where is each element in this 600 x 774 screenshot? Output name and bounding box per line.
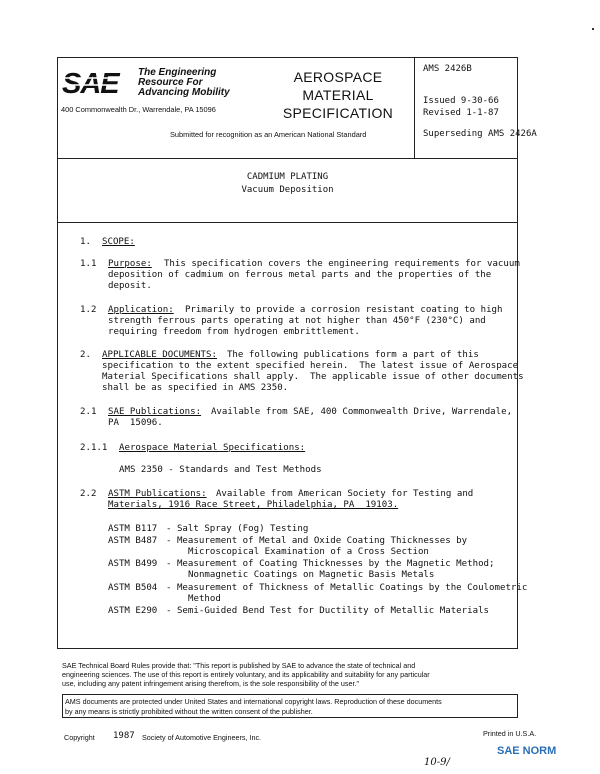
tagline-line-2: Resource For (138, 77, 203, 88)
rules-text: engineering sciences. The use of this report is entirely voluntary, and its applicability and suitability for any particular (62, 670, 430, 679)
copyright-notice-box (62, 694, 518, 718)
astm-desc-cont: Microscopical Examination of a Cross Section (188, 547, 429, 557)
revised-date: Revised 1-1-87 (423, 108, 499, 118)
section-2-1-heading: SAE Publications: (108, 407, 202, 417)
astm-desc: - Measurement of Metal and Oxide Coating Thicknesses by (166, 536, 468, 546)
rules-text: SAE Technical Board Rules provide that: "This report is published by SAE to advance the state of technical and (62, 661, 416, 670)
sae-norm-watermark (497, 745, 556, 757)
sae-tagline (138, 68, 230, 98)
section-1-2-heading: Application: (108, 305, 174, 315)
section-2-2-text: Available from American Society for Testing and (205, 489, 474, 499)
astm-code: ASTM B504 (108, 583, 158, 593)
scan-mark (592, 28, 594, 30)
astm-desc: - Measurement of Coating Thicknesses by the Magnetic Method; (166, 559, 495, 569)
tagline-line-3: Advancing Mobility (138, 87, 230, 98)
section-1-1-text: deposit. (108, 281, 152, 291)
printed-in: Printed in U.S.A. (483, 729, 537, 738)
section-1-2-text: strength ferrous parts operating at not higher than 450°F (230°C) and (108, 316, 486, 326)
title-block (58, 158, 517, 223)
astm-desc: - Measurement of Thickness of Metallic Coatings by the Coulometric (166, 583, 528, 593)
astm-code: ASTM B487 (108, 536, 158, 546)
astm-desc-cont: Method (188, 594, 221, 604)
section-2-number: 2. (80, 350, 91, 360)
section-2-2-number: 2.2 (80, 489, 97, 499)
section-2-text: The following publications form a part of this (216, 350, 479, 360)
superseding: Superseding AMS 2426A (423, 129, 537, 139)
spec-title-line-1: AEROSPACE (293, 69, 383, 85)
doc-subtitle: Vacuum Deposition (241, 185, 334, 195)
section-1-1-number: 1.1 (80, 259, 97, 269)
spec-title-line-2: MATERIAL (302, 87, 374, 103)
section-2-heading: APPLICABLE DOCUMENTS: (102, 350, 217, 360)
submitted-note: Submitted for recognition as an American National Standard (170, 130, 367, 139)
spec-title-line-3: SPECIFICATION (282, 105, 394, 121)
section-1-2-text: requiring freedom from hydrogen embrittlement. (108, 327, 360, 337)
section-2-1-1-heading: Aerospace Material Specifications: (119, 443, 306, 453)
sae-address: 400 Commonwealth Dr., Warrendale, PA 15096 (61, 105, 216, 114)
astm-code: ASTM B499 (108, 559, 158, 569)
section-1-heading: SCOPE: (102, 237, 135, 247)
section-2-2-heading: ASTM Publications: (108, 489, 207, 499)
section-2-text: Material Specifications shall apply. The applicable issue of other documents (102, 372, 524, 382)
rules-text: use, including any patent infringement arising therefrom, is the sole responsibility of the user." (62, 679, 359, 688)
astm-desc: - Semi-Guided Bend Test for Ductility of Metallic Materials (166, 606, 490, 616)
astm-code: ASTM E290 (108, 606, 158, 616)
section-1-1-heading: Purpose: (108, 259, 152, 269)
spec-type-title (268, 68, 408, 122)
copyright-holder: Society of Automotive Engineers, Inc. (142, 733, 262, 742)
doc-number: AMS 2426B (423, 64, 472, 74)
ams-2350-item: AMS 2350 - Standards and Test Methods (119, 465, 322, 475)
section-2-1-1-number: 2.1.1 (80, 443, 108, 453)
doc-info-box (414, 58, 537, 158)
notice-text: AMS documents are protected under United States and international copyright laws. Reproduction of these documents (65, 697, 442, 706)
doc-title: CADMIUM PLATING (246, 172, 329, 182)
copyright-year: 1987 (113, 731, 135, 741)
section-1-1-text: This specification covers the engineering requirements for vacuum (153, 259, 520, 269)
copyright-label: Copyright (64, 733, 95, 742)
astm-code: ASTM B117 (108, 524, 158, 534)
notice-text: by any means is strictly prohibited without the written consent of the publisher. (65, 707, 313, 716)
astm-desc-cont: Nonmagnetic Coatings on Magnetic Basis Metals (188, 570, 435, 580)
section-2-1-text: PA 15096. (108, 418, 163, 428)
astm-desc: - Salt Spray (Fog) Testing (166, 524, 309, 534)
section-1-number: 1. (80, 237, 91, 247)
section-2-2-text: Materials, 1916 Race Street, Philadelphia, PA 19103. (108, 500, 399, 510)
tagline-line-1: The Engineering (138, 67, 217, 78)
issued-date: Issued 9-30-66 (423, 96, 499, 106)
section-2-text: shall be as specified in AMS 2350. (102, 383, 289, 393)
section-1-2-number: 1.2 (80, 305, 97, 315)
sae-logo-icon (62, 68, 130, 98)
section-2-1-text: Available from SAE, 400 Commonwealth Drive, Warrendale, (200, 407, 513, 417)
handwritten-page-number: 10-9/ (424, 757, 450, 768)
section-2-text: specification to the extent specified herein. The latest issue of Aerospace (102, 361, 519, 371)
section-2-1-number: 2.1 (80, 407, 97, 417)
svg-text:SAE: SAE (62, 68, 119, 98)
section-1-2-text: Primarily to provide a corrosion resistant coating to high (174, 305, 503, 315)
sae-norm-text: SAE NORM (497, 745, 557, 757)
spec-header (58, 58, 537, 159)
section-1-1-text: deposition of cadmium on ferrous metal parts and the properties of the (108, 270, 492, 280)
